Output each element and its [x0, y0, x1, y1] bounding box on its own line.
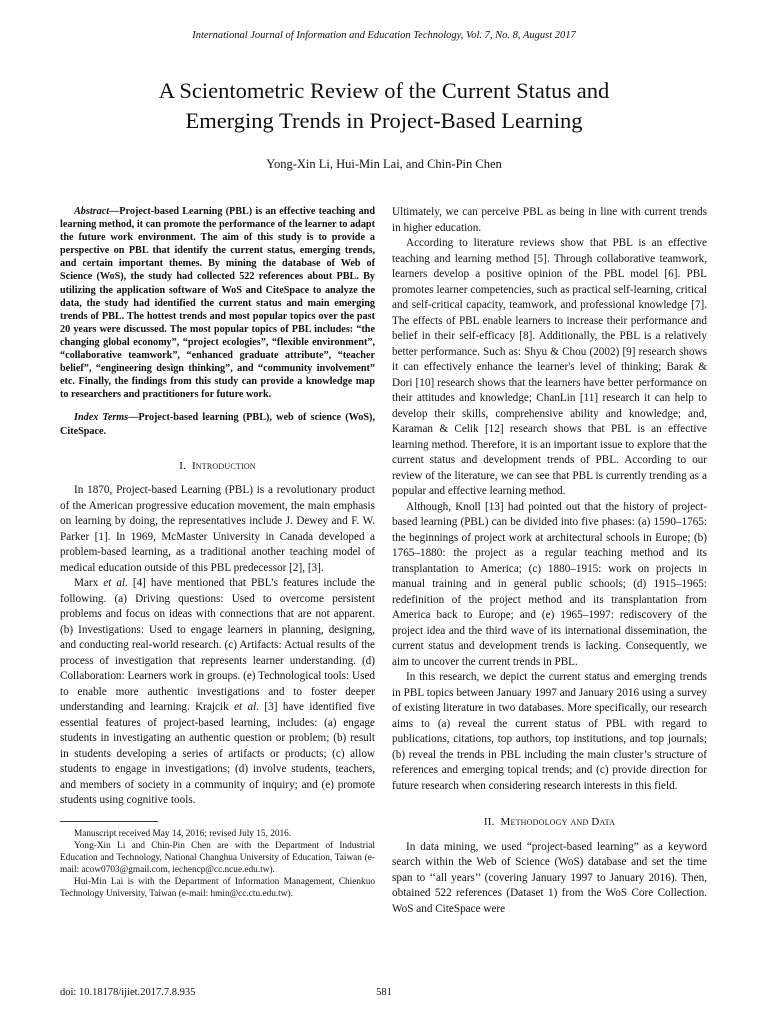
section-number: II. — [483, 816, 495, 828]
paper-title — [60, 76, 708, 136]
footnotes — [60, 828, 375, 900]
left-column — [60, 205, 375, 900]
right-column — [392, 205, 707, 917]
index-terms-label: Index Terms — [74, 412, 129, 424]
section-title: Methodology and Data — [500, 816, 616, 828]
footnote-rule — [60, 821, 158, 822]
abstract-text: —Project-based Learning (PBL) is an effective teaching and learning method, it can promote the performance of the learner to adapt the future work environment. The aim of this study is to provide a perspective on PBL that identify the current status, emerging trends, and certain important themes. By mining the database of Web of Science (WoS), the study had collected 522 references about PBL. By utilizing the application software of WoS and CiteSpace to analyze the data, the study had identified the current status and main emerging trends of PBL. The hottest trends and most popular topics over the past 20 years were discussed. The most popular topics of PBL includes: “the changing global economy”, “project ecologies”, “flexible environment”, “collaborative teamwork”, “enhanced graduate attribute”, “teacher belief”, “engineering design thinking”, and “community involvement” etc. Finally, the findings from this study can provide a knowledge map to researchers and practitioners for future work. — [60, 206, 375, 401]
page-number: 581 — [376, 987, 392, 998]
abstract-label: Abstract — [74, 206, 110, 217]
intro-paragraph-2 — [60, 576, 375, 809]
intro-p2-part-c: . [3] have identified five essential features of project-based learning, includes: (a) engage students in investigating an authentic question or problem; (b) result in students developing a series of artifacts or products; (c) allow students to engage in investigations; (d) involve students, teachers, and members of society in a community of inquiry; and (e) promote students using cognitive tools. — [60, 701, 375, 807]
footnote-affiliation-2: Hui-Min Lai is with the Department of Information Management, Chienkuo Technology University, Taiwan (e-mail: hmin@cc.ctu.edu.tw). — [60, 876, 375, 899]
footnote-manuscript: Manuscript received May 14, 2016; revised July 15, 2016. — [74, 828, 292, 839]
section-number: I. — [179, 459, 187, 472]
doi-footer: doi: 10.18178/ijiet.2017.7.8.935 — [60, 987, 196, 998]
footnote-affiliation-1: Yong-Xin Li and Chin-Pin Chen are with the Department of Industrial Education and Technology, National Changhua University of Education, Taiwan (e-mail: acow0703@gmail.com, iechencp@cc.ncue.edu.tw). — [60, 840, 375, 875]
index-terms — [60, 411, 375, 437]
intro-p2-etal: et al — [103, 577, 126, 590]
section-heading-methodology — [392, 815, 707, 831]
journal-header: International Journal of Information and Education Technology, Vol. 7, No. 8, August 2017 — [192, 30, 576, 41]
intro-p2-part-b: . [4] have mentioned that PBL’s features include the following. (a) Driving questions: Used to overcome persistent problems and focus on ideas with connections that are not apparent. (b) Investigations: Used to engage learners in planning, designing, and conducting real-world research. (c) Artifacts: Actual results of the process of investigation that represents learner understanding. (d) Collaboration: Learners work in groups. (e) Technological tools: Used to enable more authentic investigations and to foster deeper understanding and learning. Krajcik — [60, 577, 376, 714]
section-title: Introduction — [191, 459, 256, 472]
title-line-1: A Scientometric Review of the Current Status and — [158, 78, 610, 103]
intro-p2-etal-2: et al — [234, 701, 257, 714]
right-paragraph-0: Ultimately, we can perceive PBL as being in line with current trends in higher education. — [392, 206, 707, 234]
methods-paragraph-1: In data mining, we used “project-based learning” as a keyword search within the Web of Science (WoS) database and set the time span to ‘‘all years’’ (covering January 1997 to January 2016). Then, obtained 522 references (Dataset 1) from the WoS Core Collection. WoS and CiteSpace were — [392, 840, 707, 915]
title-line-2: Emerging Trends in Project-Based Learning — [185, 108, 583, 133]
index-terms-text: —Project-based learning (PBL), web of science (WoS), CiteSpace. — [60, 412, 375, 437]
section-heading-introduction — [60, 459, 375, 475]
right-paragraph-2: Although, Knoll [13] had pointed out that the history of project-based learning (PBL) can be divided into five phases: (a) 1590–1765: the beginnings of project work at architectural schools in Europe; (b) 1765–1880: the project as a regular teaching method and its transplantation to America; (c) 1880–1915: work on projects in manual training and in general public schools; (d) 1915–1965: redefinition of the project method and its transplantation from America back to Europe; and (e) 1965–1997: rediscovery of the project idea and the third wave of its international dissemination, the current status and development trends is lacking. Consequently, we aim to uncover the current trends in PBL. — [392, 500, 707, 668]
author-list: Yong-Xin Li, Hui-Min Lai, and Chin-Pin Chen — [266, 157, 502, 171]
intro-p2-part-a: Marx — [74, 577, 104, 590]
right-paragraph-3: In this research, we depict the current status and emerging trends in PBL topics between January 1997 and January 2016 using a survey of existing literature in two databases. More specifically, our research aims to (a) reveal the current status of PBL with regard to publications, citations, top authors, top institutions, and top journals; (b) reveal the trends in PBL including the main cluster’s structure of references and emerging topical trends; and (c) provide direction for future research when considering research interests in this field. — [392, 671, 707, 792]
abstract — [60, 205, 375, 401]
intro-paragraph-1: In 1870, Project-based Learning (PBL) is a revolutionary product of the American progressive education movement, the main emphasis on learning by doing, the representatives include J. Dewey and F. W. Parker [1]. In 1969, McMaster University in Canada developed a problem-based learning, as a traditional another teaching model of medical education outside of this PBL predecessor [2], [3]. — [60, 484, 375, 574]
right-paragraph-1: According to literature reviews show that PBL is an effective teaching and learning method [5]. Through collaborative teamwork, learners develop a positive opinion of the PBL model [6]. PBL promotes learner competencies, such as practical self-learning, critical and self-critical capacity, teamwork, and professional knowledge [7]. The effects of PBL enable learners to increase their performance and belief in their self-efficacy [8]. Additionally, the PBL is a relatively better performance. Such as: Shyu & Chou (2002) [9] research shows it can effectively enhance the learner's level of thinking; Barak & Dori [10] research shows that the learners have better performance on their attitudes and knowledge; ChanLin [11] research it can help to develop their skills, comprehensive ability and knowledge; and, Karaman & Celik [12] research shows that PBL is an effective learning method. Therefore, it is an important issue to explore that the current status and development trends of PBL. According to our review of the literature, we can see that PBL is currently trending as a popular and effective learning method. — [392, 237, 707, 497]
